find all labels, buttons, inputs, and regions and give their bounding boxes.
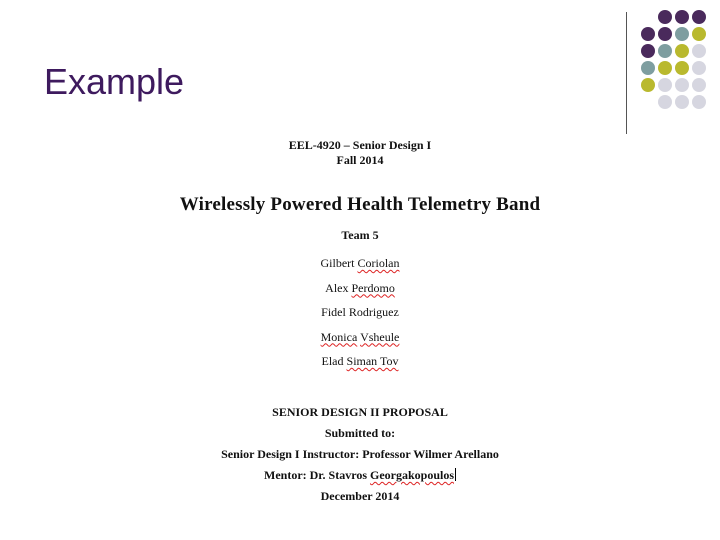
decorative-dot: [692, 61, 706, 75]
decorative-dot: [658, 10, 672, 24]
decorative-dot: [692, 10, 706, 24]
submitted-to-label: Submitted to:: [324, 426, 396, 440]
decorative-dot: [675, 78, 689, 92]
course-label: EEL-4920 – Senior Design I: [288, 138, 432, 152]
term-label: Fall 2014: [336, 153, 384, 167]
team-label: Team 5: [341, 228, 379, 242]
decorative-dot: [641, 27, 655, 41]
decorative-dot: [692, 78, 706, 92]
decorative-dot: [641, 78, 655, 92]
decorative-dot: [658, 27, 672, 41]
decorative-dot: [692, 95, 706, 109]
decorative-dot: [675, 44, 689, 58]
decorative-dot: [658, 44, 672, 58]
decorative-dot: [675, 95, 689, 109]
decorative-dot: [675, 10, 689, 24]
proposal-block: [150, 405, 570, 510]
date-label: December 2014: [320, 489, 400, 503]
member-name: Fidel Rodriguez: [321, 305, 399, 319]
member-list: [150, 254, 570, 377]
text-cursor: [455, 468, 456, 481]
decorative-dot: [658, 61, 672, 75]
decorative-dot: [641, 10, 655, 24]
decorative-dot: [692, 27, 706, 41]
mentor-line: Mentor: Dr. Stavros Georgakopoulos: [264, 468, 454, 482]
dot-grid-decoration: [641, 10, 706, 109]
document-title: Wirelessly Powered Health Telemetry Band: [179, 194, 541, 215]
proposal-heading: SENIOR DESIGN II PROPOSAL: [272, 405, 448, 419]
decorative-dot: [641, 61, 655, 75]
decorative-dot: [641, 95, 655, 109]
decorative-dot: [658, 78, 672, 92]
instructor-line: Senior Design I Instructor: Professor Wilmer Arellano: [221, 447, 499, 461]
decorative-dot: [675, 61, 689, 75]
member-name: Alex Perdomo: [325, 280, 395, 295]
member-name: Monica Vsheule: [320, 329, 400, 344]
member-name: Elad Siman Tov: [321, 354, 399, 368]
decorative-dot: [641, 44, 655, 58]
decorative-dot: [658, 95, 672, 109]
document-header: [150, 138, 570, 168]
decorative-dot: [692, 44, 706, 58]
member-name: Gilbert Coriolan: [320, 256, 400, 270]
decorative-dot: [675, 27, 689, 41]
divider-line: [626, 12, 627, 134]
slide-title: Example: [44, 61, 185, 102]
